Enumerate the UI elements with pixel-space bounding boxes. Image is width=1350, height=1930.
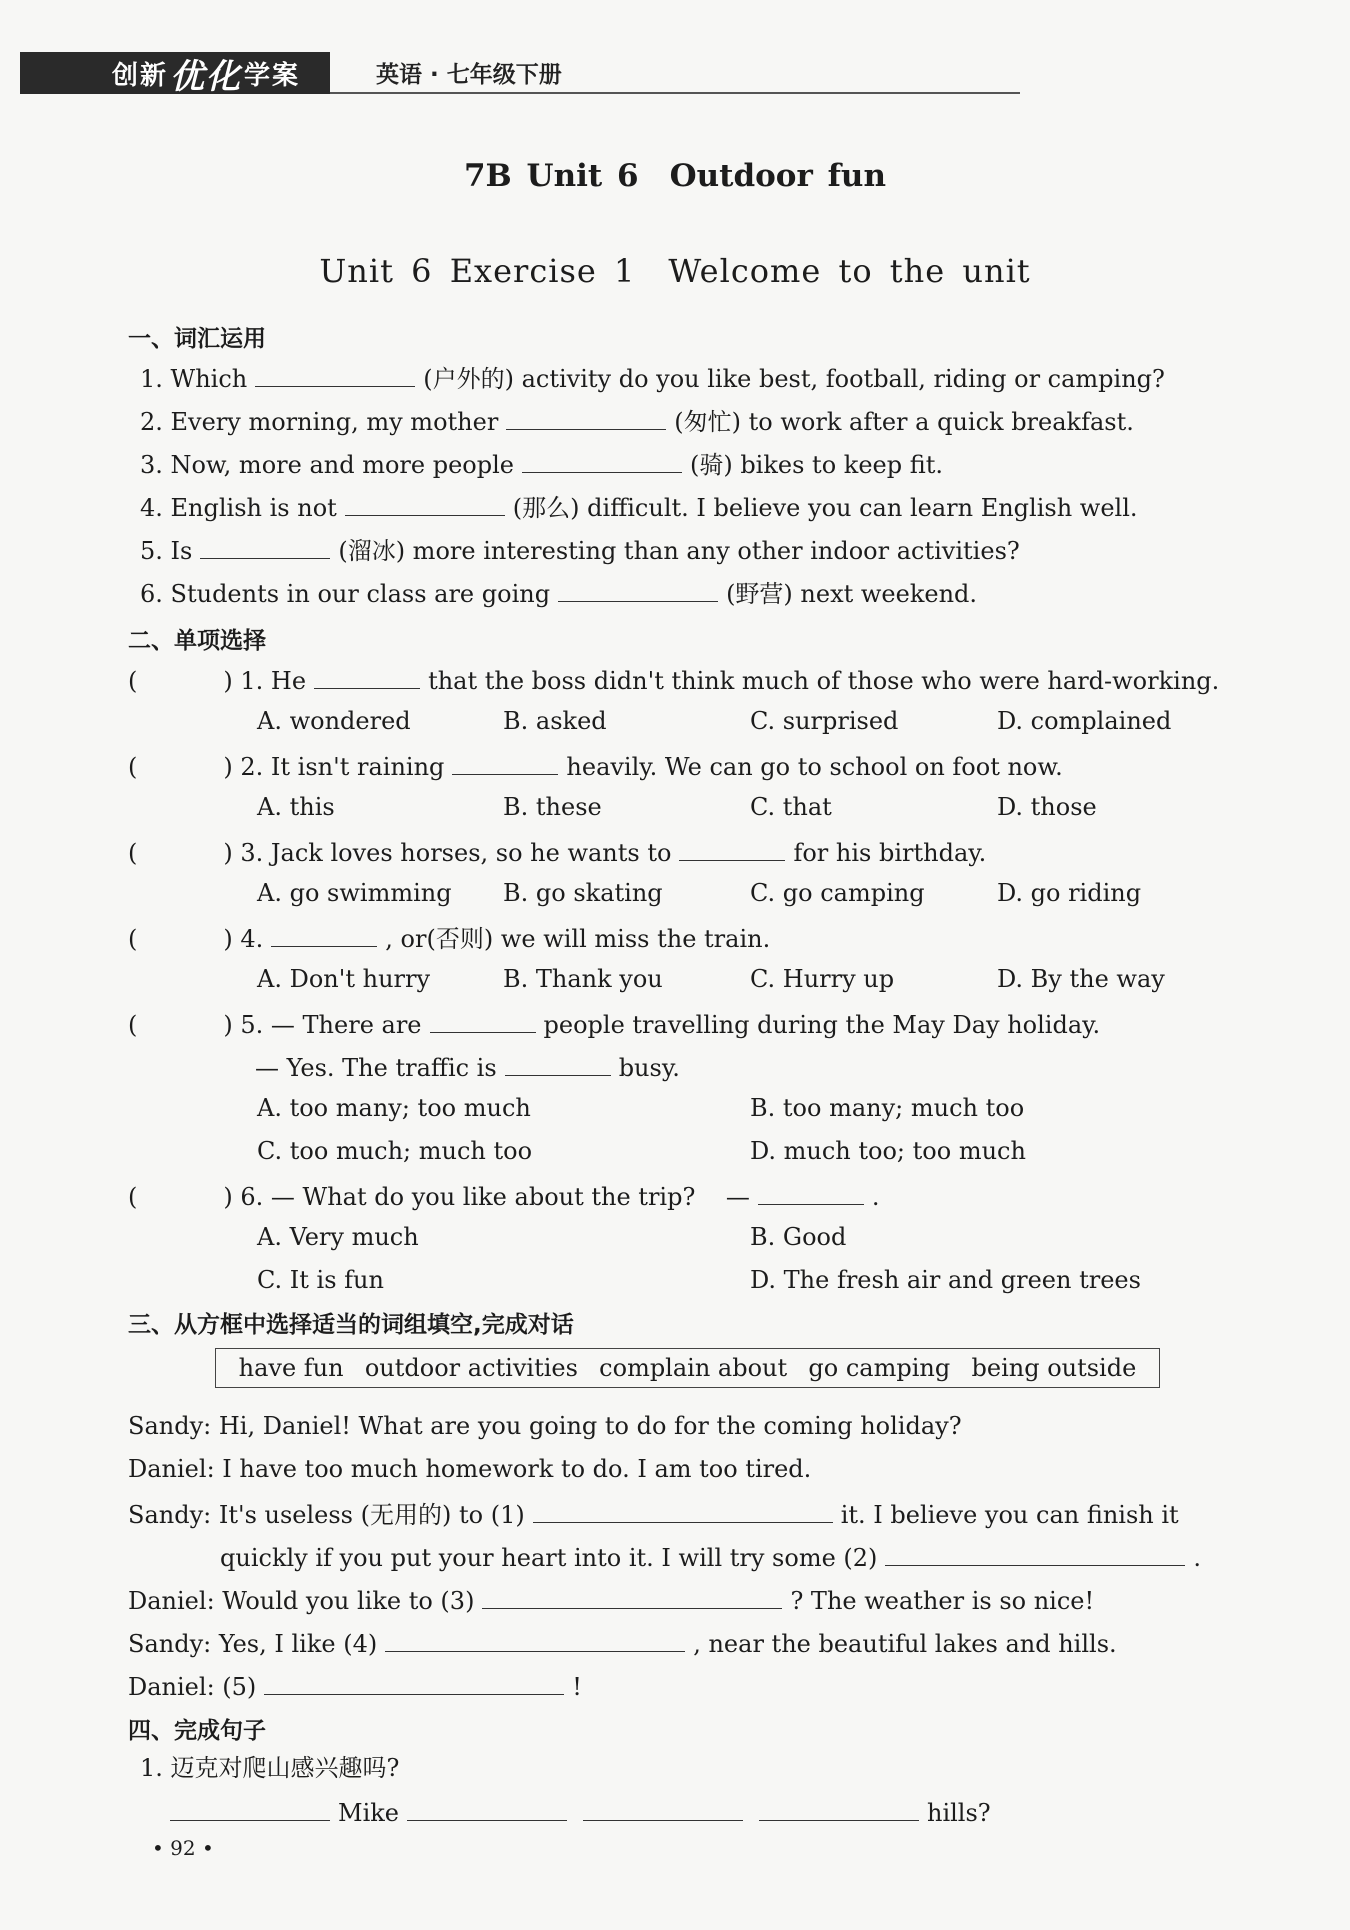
mc-option[interactable]: D. those [997,793,1097,821]
word-box [215,1348,1160,1388]
dialogue-line-7: Daniel: (5) ! [128,1668,582,1703]
dialogue-blank-4[interactable] [385,1625,685,1652]
dialogue-line-4: quickly if you put your heart into it. I will try some (2) . [220,1539,1201,1574]
mc-option[interactable]: D. complained [997,707,1172,735]
mc-option[interactable]: A. this [257,793,335,821]
brand-post: 学案 [244,60,301,91]
mc-option[interactable]: C. too much; much too [257,1137,533,1165]
vocab-item-4: 4. English is not (那么) difficult. I believe you can learn English well. [140,489,1138,524]
mc-option[interactable]: C. Hurry up [750,965,895,993]
vocab-blank-4[interactable] [345,489,505,516]
vocab-blank-6[interactable] [558,575,718,602]
brand-big: 优化 [170,56,243,97]
mc-option[interactable]: D. By the way [997,965,1165,993]
mc-option[interactable]: A. too many; too much [257,1094,531,1122]
mc-blank-1 [314,662,420,689]
mc-option[interactable]: C. go camping [750,879,925,907]
mc-question-1: ( ) 1. He that the boss didn't think much of those who were hard-working. [128,662,1219,697]
mc-question-2: ( ) 2. It isn't raining heavily. We can go to school on foot now. [128,748,1063,783]
dialogue-line-2: Daniel: I have too much homework to do. I am too tired. [128,1455,812,1483]
complete-answer-1: Mike hills? [170,1794,991,1829]
brand-pre: 创新 [112,60,169,91]
mc-option[interactable]: B. Good [750,1223,847,1251]
mc-option[interactable]: C. that [750,793,832,821]
mc-option[interactable]: A. Very much [257,1223,419,1251]
mc-option[interactable]: B. Thank you [503,965,663,993]
unit-title: 7B Unit 6 Outdoor fun [463,158,887,194]
dialogue-line-5: Daniel: Would you like to (3) ? The weather is so nice! [128,1582,1094,1617]
section-complete-heading: 四、完成句子 [128,1718,266,1744]
mc-option[interactable]: B. asked [503,707,607,735]
mc-question-4: ( ) 4. , or(否则) we will miss the train. [128,920,770,955]
mc-blank-5b [505,1049,611,1076]
complete-blank-3[interactable] [583,1794,743,1821]
complete-question-1: 1. 迈克对爬山感兴趣吗? [140,1754,400,1782]
mc-option[interactable]: C. It is fun [257,1266,384,1294]
word-choice: outdoor activities [364,1354,578,1382]
word-choice: complain about [599,1354,788,1382]
brand-banner [20,52,330,97]
dialogue-blank-5[interactable] [264,1668,564,1695]
word-choice: go camping [808,1354,951,1382]
mc-option[interactable]: B. too many; much too [750,1094,1025,1122]
mc-option[interactable]: D. go riding [997,879,1142,907]
vocab-item-1: 1. Which (户外的) activity do you like best, football, riding or camping? [140,360,1165,395]
mc-option[interactable]: A. go swimming [257,879,452,907]
complete-blank-4[interactable] [759,1794,919,1821]
dialogue-line-1: Sandy: Hi, Daniel! What are you going to do for the coming holiday? [128,1412,962,1440]
mc-question-6: ( ) 6. — What do you like about the trip? — . [128,1178,879,1213]
complete-blank-1[interactable] [170,1794,330,1821]
dialogue-blank-3[interactable] [482,1582,782,1609]
dialogue-line-3: Sandy: It's useless (无用的) to (1) it. I believe you can finish it [128,1496,1179,1531]
section-vocab-heading: 一、词汇运用 [128,326,266,352]
mc-option[interactable]: C. surprised [750,707,899,735]
vocab-item-6: 6. Students in our class are going (野营) next weekend. [140,575,977,610]
mc-blank-2 [452,748,558,775]
mc-question-3: ( ) 3. Jack loves horses, so he wants to for his birthday. [128,834,986,869]
mc-question-5-reply: — Yes. The traffic is busy. [255,1049,680,1084]
vocab-blank-1[interactable] [255,360,415,387]
word-choice: have fun [238,1354,344,1382]
page-number: • 92 • [152,1836,214,1860]
mc-option[interactable]: B. these [503,793,602,821]
header-rule [330,92,1020,94]
mc-option[interactable]: D. much too; too much [750,1137,1026,1165]
mc-blank-4 [271,920,377,947]
mc-blank-6 [758,1178,864,1205]
section-mc-heading: 二、单项选择 [128,628,266,654]
vocab-blank-5[interactable] [200,532,330,559]
subject-label: 英语 · 七年级下册 [376,62,562,88]
mc-option[interactable]: B. go skating [503,879,663,907]
section-dialogue-heading: 三、从方框中选择适当的词组填空,完成对话 [128,1312,574,1338]
mc-option[interactable]: A. Don't hurry [257,965,431,993]
dialogue-line-6: Sandy: Yes, I like (4) , near the beautiful lakes and hills. [128,1625,1117,1660]
mc-blank-5a [430,1006,536,1033]
vocab-blank-2[interactable] [506,403,666,430]
vocab-blank-3[interactable] [522,446,682,473]
mc-option[interactable]: A. wondered [257,707,411,735]
vocab-item-2: 2. Every morning, my mother (匆忙) to work after a quick breakfast. [140,403,1134,438]
mc-blank-3 [679,834,785,861]
complete-blank-2[interactable] [407,1794,567,1821]
mc-option[interactable]: D. The fresh air and green trees [750,1266,1141,1294]
dialogue-blank-1[interactable] [533,1496,833,1523]
exercise-title: Unit 6 Exercise 1 Welcome to the unit [319,252,1031,290]
word-choice: being outside [971,1354,1137,1382]
vocab-item-3: 3. Now, more and more people (骑) bikes to keep fit. [140,446,943,481]
vocab-item-5: 5. Is (溜冰) more interesting than any other indoor activities? [140,532,1020,567]
dialogue-blank-2[interactable] [885,1539,1185,1566]
mc-question-5: ( ) 5. — There are people travelling during the May Day holiday. [128,1006,1100,1041]
